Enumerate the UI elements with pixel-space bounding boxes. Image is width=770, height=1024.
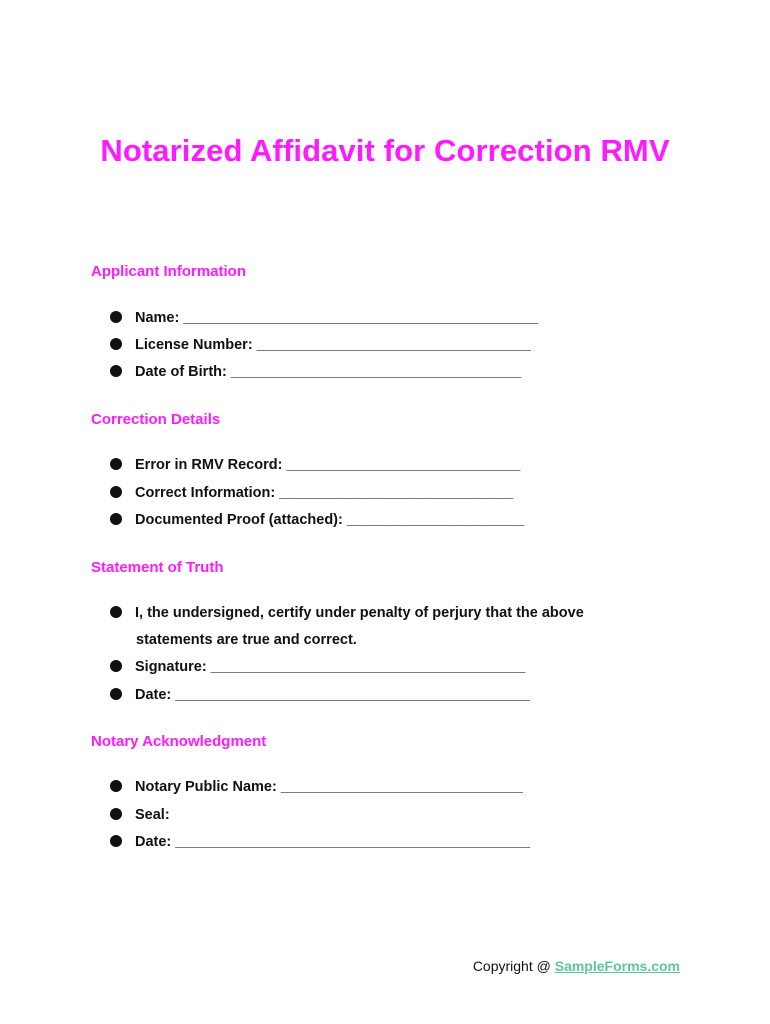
bullet-icon (110, 660, 122, 672)
bullet-icon (110, 338, 122, 350)
footer-copyright (0, 958, 680, 974)
bullet-icon (110, 513, 122, 525)
bullet-icon (110, 835, 122, 847)
list-item-text: Signature: _______________________________________ (135, 659, 526, 675)
section-heading-applicant-information: Applicant Information (91, 263, 246, 280)
list-item-text: Correct Information: _____________________________ (135, 485, 514, 501)
copyright-text: Copyright @ (472, 958, 555, 974)
bullet-icon (110, 688, 122, 700)
bullet-icon (110, 808, 122, 820)
list-item-error-in-rmv-record (110, 452, 520, 479)
section-heading-notary-acknowledgment: Notary Acknowledgment (91, 733, 267, 750)
list-item-date-of-birth (110, 359, 521, 386)
bullet-icon (110, 486, 122, 498)
list-item-date (110, 682, 530, 709)
document-title: Notarized Affidavit for Correction RMV (100, 133, 670, 168)
section-heading-correction-details: Correction Details (91, 411, 221, 428)
list-item-text: Notary Public Name: ______________________________ (135, 779, 523, 795)
bullet-icon (110, 458, 122, 470)
list-item-continuation: statements are true and correct. (136, 632, 357, 648)
list-item-text: Date: ____________________________________________ (135, 834, 531, 850)
list-item-text: I, the undersigned, certify under penalty of perjury that the above (135, 605, 584, 621)
list-item-license-number (110, 332, 531, 359)
list-item-documented-proof (110, 507, 524, 534)
bullet-icon (110, 606, 122, 618)
list-item-text: Error in RMV Record: _____________________________ (135, 457, 521, 473)
list-item-signature (110, 654, 525, 681)
bullet-icon (110, 365, 122, 377)
section-heading-statement-of-truth: Statement of Truth (91, 559, 224, 576)
brand-link[interactable]: SampleForms.com (554, 958, 680, 974)
list-item-text: Date of Birth: ____________________________________ (135, 364, 522, 380)
bullet-icon (110, 780, 122, 792)
list-item-name (110, 305, 538, 332)
list-item-notary-public-name (110, 774, 523, 801)
list-item-notary-date (110, 829, 530, 856)
bullet-icon (110, 311, 122, 323)
list-item-text: Date: ____________________________________________ (135, 687, 531, 703)
list-item-certification (110, 600, 584, 627)
list-item-text: Name: ____________________________________________ (135, 310, 539, 326)
list-item-correct-information (110, 480, 513, 507)
list-item-text: Seal: (135, 807, 170, 823)
list-item-text: Documented Proof (attached): ______________________ (135, 512, 525, 528)
list-item-text: License Number: __________________________________ (135, 337, 531, 353)
list-item-seal (110, 802, 170, 829)
